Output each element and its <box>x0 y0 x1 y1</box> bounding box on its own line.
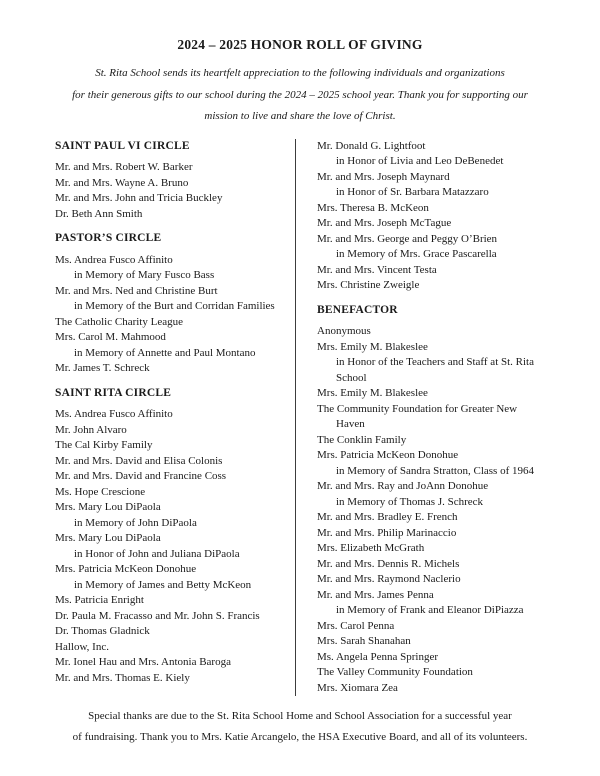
donor-entry <box>55 160 291 176</box>
donor-entry <box>317 588 545 619</box>
page-title: 2024 – 2025 HONOR ROLL OF GIVING <box>177 37 423 52</box>
donor-name: Mr. Ionel Hau and Mrs. Antonia Baroga <box>55 656 231 668</box>
donor-entry <box>317 619 545 635</box>
donor-entry <box>55 562 291 593</box>
tribute-line: in Honor of John and Juliana DiPaola <box>74 547 240 560</box>
donor-name: Mrs. Emily M. Blakeslee <box>317 387 428 399</box>
donor-name: Mr. and Mrs. James Penna <box>317 588 434 601</box>
donor-name: The Cal Kirby Family <box>55 439 153 451</box>
section-heading: SAINT RITA CIRCLE <box>55 386 172 399</box>
donor-entry <box>317 479 545 510</box>
donor-entry <box>55 253 291 284</box>
donor-entry <box>317 386 545 402</box>
donor-name: The Valley Community Foundation <box>317 666 473 678</box>
donor-name: Ms. Andrea Fusco Affinito <box>55 408 173 420</box>
donor-entry <box>317 402 545 433</box>
donor-name: Mr. Donald G. Lightfoot <box>317 139 426 152</box>
donor-name: Mr. and Mrs. Ned and Christine Burt <box>55 284 218 297</box>
donor-name: Dr. Beth Ann Smith <box>55 207 143 220</box>
donor-name: Dr. Paula M. Fracasso and Mr. John S. Francis <box>55 609 260 622</box>
donor-entry <box>317 263 545 279</box>
tribute-line: in Memory of Thomas J. Schreck <box>336 495 484 508</box>
honor-roll-columns <box>55 139 545 697</box>
donor-name: Mrs. Elizabeth McGrath <box>317 542 425 554</box>
donor-entry <box>317 340 545 387</box>
column-right <box>296 139 545 697</box>
donor-entry <box>55 330 291 361</box>
donor-name: Mr. John Alvaro <box>55 423 127 436</box>
tribute-line: in Memory of Sandra Stratton, Class of 1964 <box>336 464 534 477</box>
donor-name: Mrs. Carol M. Mahmood <box>55 331 166 343</box>
donor-name: Mr. and Mrs. David and Francine Coss <box>55 470 227 482</box>
donor-name: Anonymous <box>317 325 371 337</box>
donor-name: Ms. Angela Penna Springer <box>317 650 438 663</box>
footer-note <box>55 706 545 748</box>
tribute-line: in Memory of Annette and Paul Montano <box>74 346 256 359</box>
donor-entry <box>317 170 545 201</box>
donor-name: Mr. and Mrs. Ray and JoAnn Donohue <box>317 480 489 492</box>
donor-name: Mrs. Mary Lou DiPaola <box>55 532 161 544</box>
donor-entry <box>317 634 545 650</box>
donor-entry <box>55 531 291 562</box>
donor-entry <box>55 176 291 192</box>
donor-name: Mr. and Mrs. Bradley E. French <box>317 511 458 523</box>
donor-name: Mr. and Mrs. Philip Marinaccio <box>317 526 457 539</box>
donor-name: Mr. and Mrs. George and Peggy O’Brien <box>317 232 498 245</box>
donor-name: Mrs. Mary Lou DiPaola <box>55 501 161 513</box>
donor-entry <box>317 557 545 573</box>
footer-line: of fundraising. Thank you to Mrs. Katie Arcangelo, the HSA Executive Board, and all of its volunteers. <box>72 731 528 743</box>
giving-level-section <box>317 139 545 294</box>
tribute-line: in Honor of the Teachers and Staff at St. Rita School <box>336 356 534 384</box>
donor-entry <box>55 438 291 454</box>
donor-entry <box>317 510 545 526</box>
donor-entry <box>317 139 545 170</box>
donor-name: Mrs. Patricia McKeon Donohue <box>55 563 197 575</box>
donor-name: Mrs. Emily M. Blakeslee <box>317 340 428 353</box>
footer-line: Special thanks are due to the St. Rita School Home and School Association for a successful year <box>88 710 512 722</box>
donor-name: Ms. Andrea Fusco Affinito <box>55 253 173 266</box>
donor-name: Mr. and Mrs. Raymond Naclerio <box>317 573 461 585</box>
intro-paragraph <box>55 63 545 128</box>
donor-name: The Catholic Charity League <box>55 315 183 328</box>
donor-entry <box>55 423 291 439</box>
donor-entry <box>55 671 291 687</box>
donor-name: Mr. and Mrs. Joseph McTague <box>317 217 452 229</box>
donor-entry <box>55 640 291 656</box>
donor-entry <box>55 500 291 531</box>
donor-name: The Community Foundation for Greater New Haven <box>317 402 518 430</box>
donor-entry <box>55 609 291 625</box>
tribute-line: in Memory of the Burt and Corridan Families <box>74 300 275 312</box>
giving-level-section <box>55 139 291 223</box>
donor-name: Mr. and Mrs. David and Elisa Colonis <box>55 454 223 467</box>
donor-name: Mrs. Xiomara Zea <box>317 681 398 694</box>
tribute-line: in Memory of Mrs. Grace Pascarella <box>336 248 497 260</box>
donor-entry <box>55 485 291 501</box>
donor-entry <box>55 454 291 470</box>
donor-entry <box>317 324 545 340</box>
donor-entry <box>55 191 291 207</box>
donor-name: Ms. Patricia Enright <box>55 594 144 606</box>
donor-name: Ms. Hope Crescione <box>55 485 146 498</box>
donor-entry <box>55 593 291 609</box>
tribute-line: in Honor of Livia and Leo DeBenedet <box>336 155 504 167</box>
donor-entry <box>317 232 545 263</box>
section-heading: BENEFACTOR <box>317 303 398 316</box>
donor-name: Mr. and Mrs. Vincent Testa <box>317 263 437 276</box>
donor-name: Mrs. Carol Penna <box>317 619 395 632</box>
tribute-line: in Honor of Sr. Barbara Matazzaro <box>336 186 489 198</box>
donor-entry <box>317 665 545 681</box>
donor-name: Mr. James T. Schreck <box>55 362 150 374</box>
giving-level-section <box>55 386 291 687</box>
donor-entry <box>55 284 291 315</box>
donor-entry <box>317 681 545 697</box>
donor-entry <box>317 526 545 542</box>
donor-name: Mr. and Mrs. Wayne A. Bruno <box>55 176 189 189</box>
donor-entry <box>317 201 545 217</box>
donor-name: Mr. and Mrs. Robert W. Barker <box>55 161 193 173</box>
giving-level-section <box>55 231 291 377</box>
section-heading: PASTOR’S CIRCLE <box>55 232 162 244</box>
donor-entry <box>55 655 291 671</box>
donor-name: Mrs. Sarah Shanahan <box>317 635 411 647</box>
donor-entry <box>317 278 545 294</box>
donor-name: Mr. and Mrs. Thomas E. Kiely <box>55 671 190 684</box>
donor-entry <box>317 448 545 479</box>
donor-name: The Conklin Family <box>317 433 407 446</box>
giving-level-section <box>317 303 545 697</box>
donor-name: Mr. and Mrs. Joseph Maynard <box>317 170 450 183</box>
donor-entry <box>55 407 291 423</box>
tribute-line: in Memory of Mary Fusco Bass <box>74 269 215 281</box>
section-heading: SAINT PAUL VI CIRCLE <box>55 139 190 152</box>
donor-name: Hallow, Inc. <box>55 640 109 653</box>
donor-entry <box>55 469 291 485</box>
intro-line: St. Rita School sends its heartfelt appreciation to the following individuals and organizations <box>95 67 505 79</box>
donor-entry <box>55 624 291 640</box>
donor-name: Mr. and Mrs. Dennis R. Michels <box>317 557 460 570</box>
donor-name: Mrs. Christine Zweigle <box>317 279 420 291</box>
donor-name: Dr. Thomas Gladnick <box>55 625 150 637</box>
donor-entry <box>55 361 291 377</box>
donor-entry <box>317 650 545 666</box>
donor-entry <box>317 541 545 557</box>
donor-entry <box>317 216 545 232</box>
tribute-line: in Memory of Frank and Eleanor DiPiazza <box>336 604 524 616</box>
column-left <box>55 139 295 697</box>
donor-name: Mrs. Patricia McKeon Donohue <box>317 449 459 461</box>
tribute-line: in Memory of James and Betty McKeon <box>74 578 252 591</box>
donor-entry <box>317 433 545 449</box>
donor-name: Mrs. Theresa B. McKeon <box>317 201 429 214</box>
intro-line: for their generous gifts to our school during the 2024 – 2025 school year. Thank you for supporting our <box>72 88 528 101</box>
donor-entry <box>55 315 291 331</box>
donor-entry <box>317 572 545 588</box>
donor-name: Mr. and Mrs. John and Tricia Buckley <box>55 192 223 204</box>
intro-line: mission to live and share the love of Christ. <box>204 110 396 122</box>
tribute-line: in Memory of John DiPaola <box>74 516 197 529</box>
donor-entry <box>55 207 291 223</box>
